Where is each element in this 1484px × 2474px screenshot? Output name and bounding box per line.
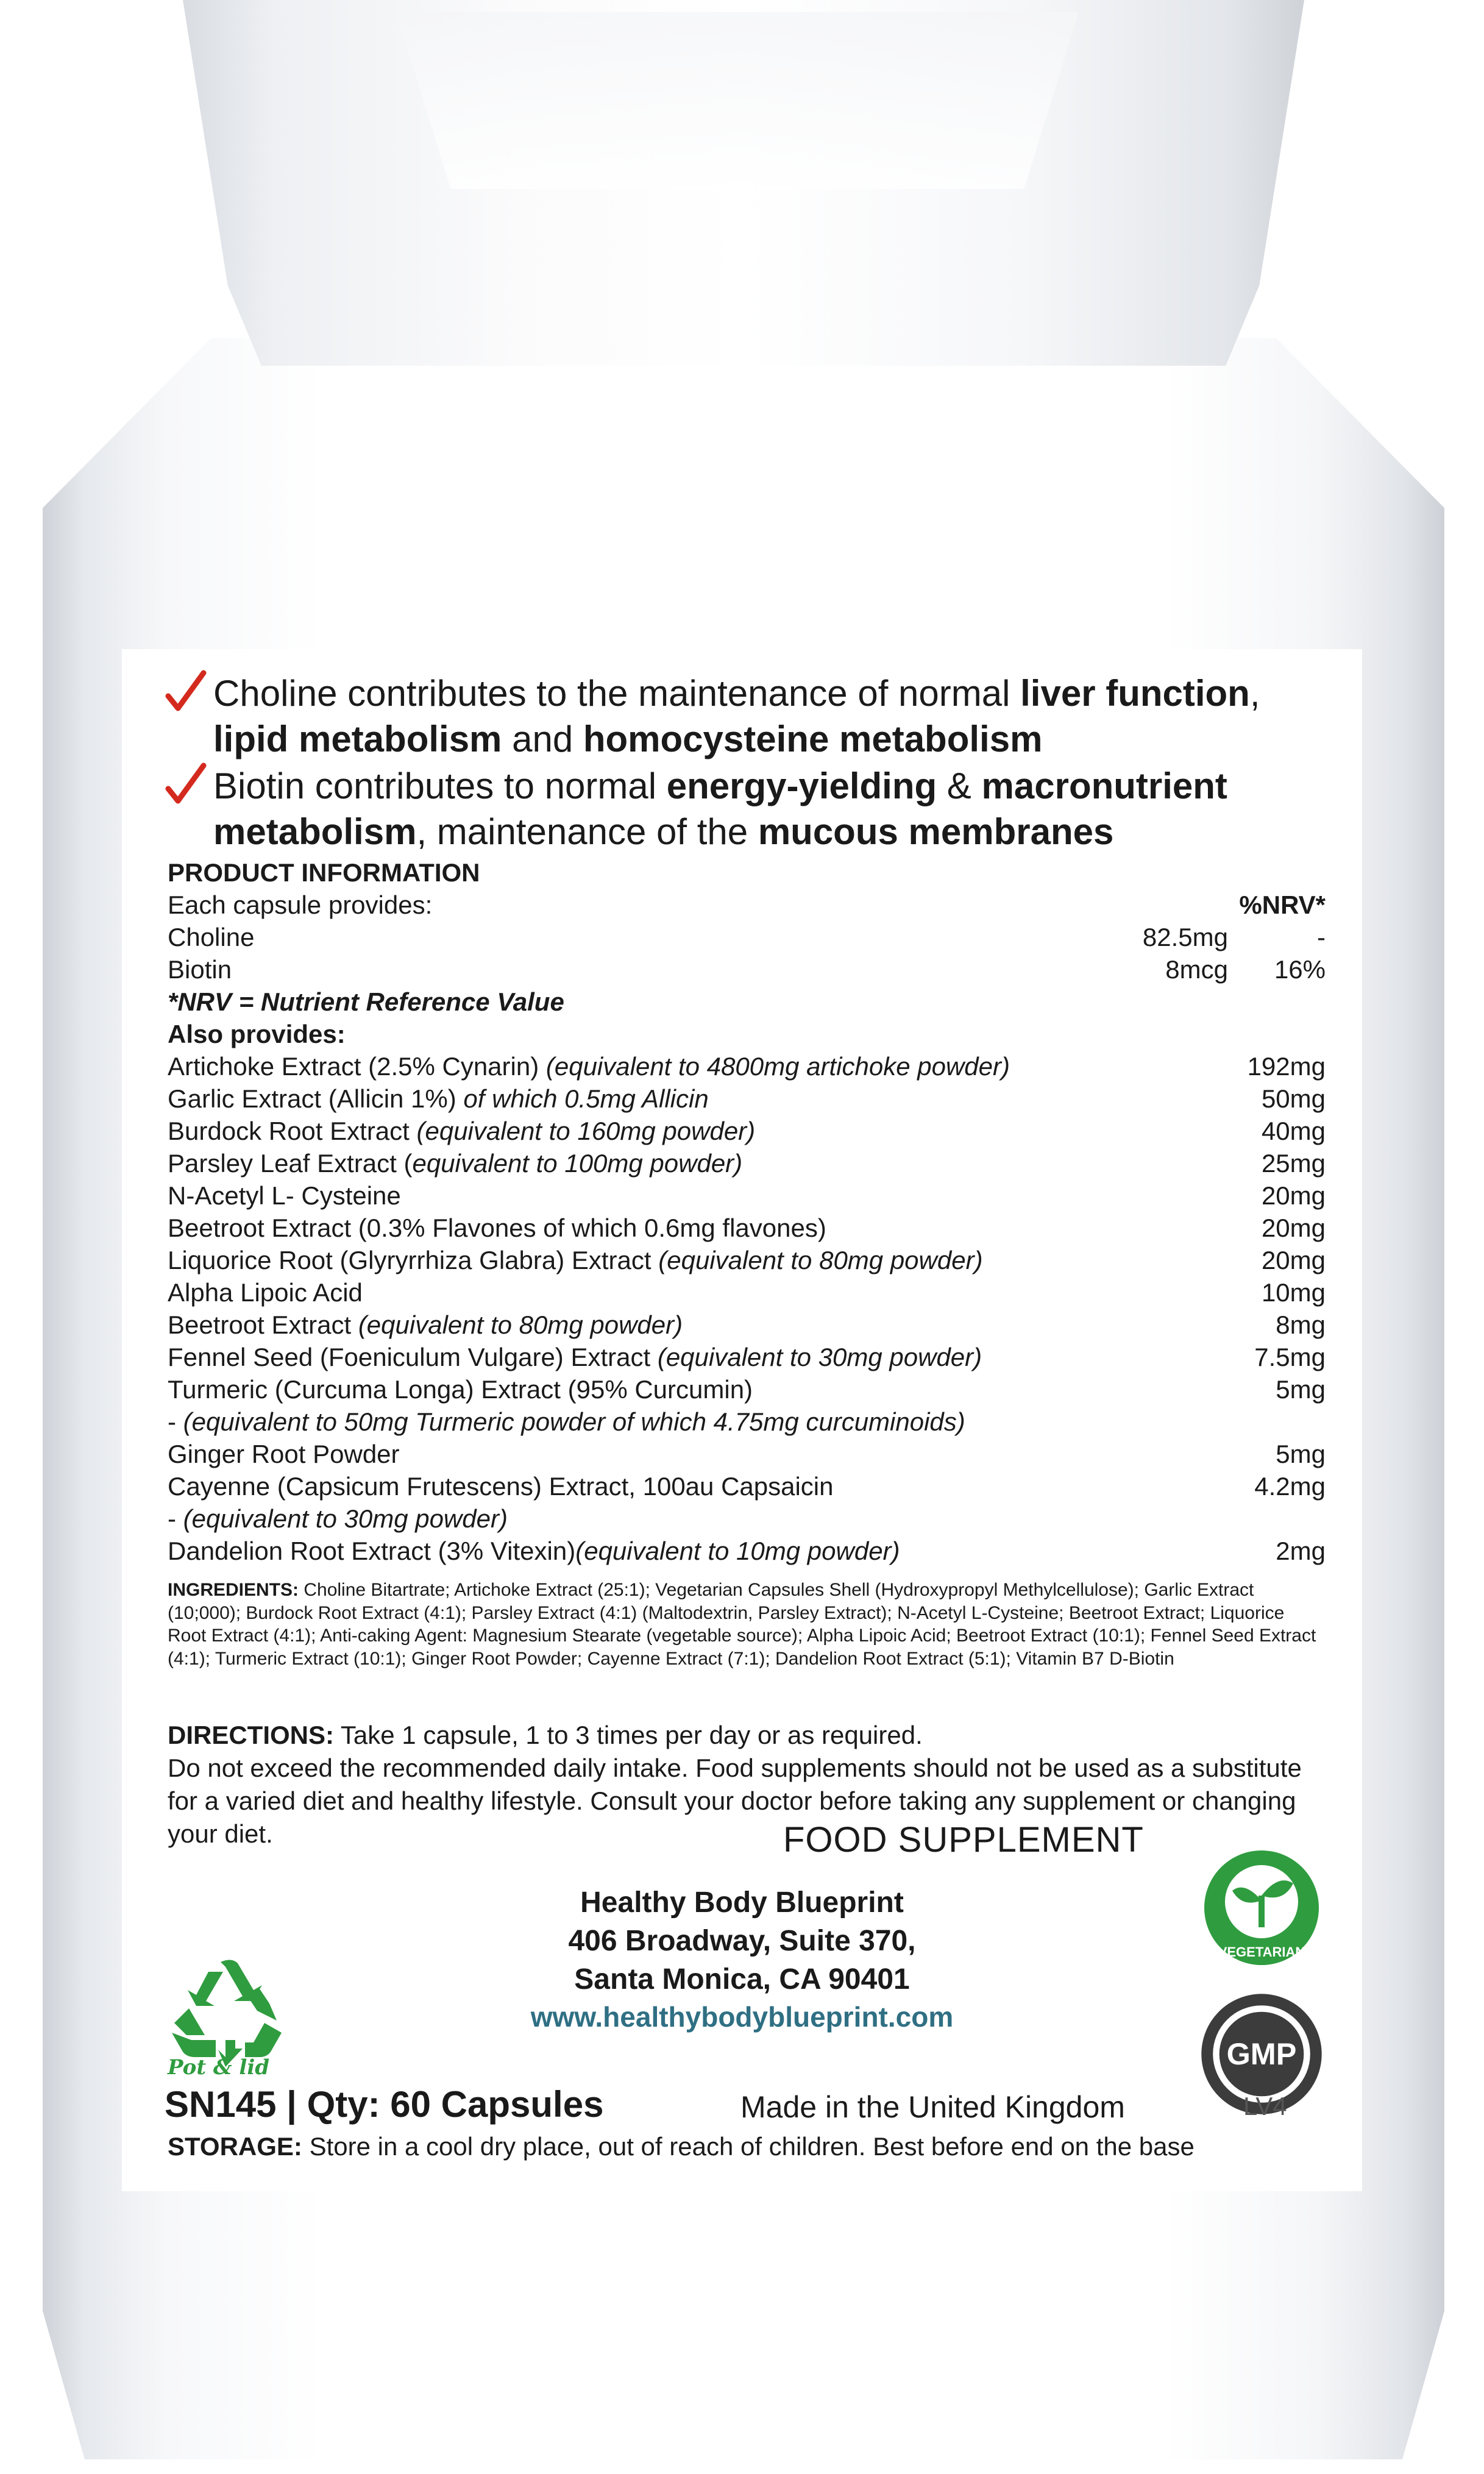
ingredient-row: Artichoke Extract (2.5% Cynarin) (equivalent to 4800mg artichoke powder) 192mg: [168, 1052, 1326, 1081]
claim-text-bold: macronutrient: [981, 766, 1227, 806]
nutrient-row: [168, 921, 1326, 953]
ingredient-row: Turmeric (Curcuma Longa) Extract (95% Curcumin) 5mg: [168, 1375, 1326, 1404]
gmp-badge-text: GMP: [1226, 2036, 1297, 2071]
storage-label: STORAGE:: [168, 2132, 302, 2161]
ingredient-row: - (equivalent to 50mg Turmeric powder of which 4.75mg curcuminoids): [168, 1407, 965, 1436]
claim-text: Biotin contributes to normal: [213, 766, 667, 806]
ingredient-row: Beetroot Extract (0.3% Flavones of which 0.6mg flavones) 20mg: [168, 1214, 1326, 1242]
ingredient-row: - (equivalent to 30mg powder): [168, 1504, 508, 1533]
ingredient-row: Dandelion Root Extract (3% Vitexin)(equivalent to 10mg powder) 2mg: [168, 1537, 1326, 1565]
lid-top-face: [396, 12, 1079, 189]
nutrient-nrv: 16%: [1274, 955, 1326, 984]
ingredient-row: N-Acetyl L- Cysteine 20mg: [168, 1181, 1326, 1210]
claim-text: &: [937, 766, 982, 806]
product-information: [168, 856, 1326, 1567]
sn-quantity: SN145 | Qty: 60 Capsules: [165, 2084, 604, 2125]
ingredient-row: Fennel Seed (Foeniculum Vulgare) Extract (equivalent to 30mg powder) 7.5mg: [168, 1343, 1326, 1371]
ingredient-row: Garlic Extract (Allicin 1%) of which 0.5mg Allicin 50mg: [168, 1084, 1326, 1113]
label-version: LV4: [1243, 2092, 1287, 2120]
claim-biotin: [165, 763, 1359, 855]
ingredient-row: Alpha Lipoic Acid 10mg: [168, 1278, 1326, 1307]
each-capsule-provides: Each capsule provides:: [168, 890, 433, 919]
claim-text: , maintenance of the: [416, 811, 758, 852]
ingredients-label: INGREDIENTS:: [168, 1580, 299, 1600]
vegetarian-badge-text: VEGETARIAN: [1218, 1944, 1305, 1960]
nutrient-amount: 82.5mg: [1142, 923, 1228, 951]
recycle-caption: Pot & lid: [168, 2055, 270, 2080]
nrv-column-header: %NRV*: [1239, 890, 1326, 919]
claim-choline: [165, 670, 1359, 762]
claim-text-bold: lipid metabolism: [213, 719, 502, 759]
claim-text: and: [502, 719, 583, 759]
ingredient-row: Cayenne (Capsicum Frutescens) Extract, 100au Capsaicin 4.2mg: [168, 1472, 1326, 1501]
health-claims: [165, 670, 1359, 856]
nutrient-nrv: -: [1317, 923, 1326, 951]
nrv-note: *NRV = Nutrient Reference Value: [168, 987, 564, 1016]
ingredient-row: Burdock Root Extract (equivalent to 160mg powder) 40mg: [168, 1117, 1326, 1145]
also-provides-list: [168, 1050, 1326, 1567]
nutrient-row: [168, 953, 1326, 986]
storage-text: Store in a cool dry place, out of reach of children. Best before end on the base: [302, 2132, 1195, 2161]
ingredients-list: Choline Bitartrate; Artichoke Extract (25:1); Vegetarian Capsules Shell (Hydroxypropyl Methylcellulose); Garlic Extract (10;000); Burdock Root Extract (4:1); Parsley Extract (4:1) (Maltodextrin, Parsley Extract); N-Acetyl L-Cysteine; Beetroot Extract; Liquorice Root Extract (4:1); Anti-caking Agent: Magnesium Stearate (vegetable source); Alpha Lipoic Acid; Beetroot Extract (10:1); Fennel Seed Extract (4:1); Turmeric Extract (10:1); Ginger Root Powder; Cayenne Extract (7:1); Dandelion Root Extract (5:1); Vitamin B7 D-Biotin: [168, 1580, 1316, 1669]
product-info-heading: PRODUCT INFORMATION: [168, 858, 480, 887]
claim-text-bold: liver function: [1020, 673, 1250, 714]
made-in: Made in the United Kingdom: [740, 2090, 1125, 2124]
claim-text: Choline contributes to the maintenance of normal: [213, 673, 1021, 714]
checkmark-icon: [165, 761, 207, 809]
ingredients-text: [168, 1579, 1326, 1670]
nutrient-name: Biotin: [168, 955, 232, 984]
directions: [168, 1719, 1326, 1850]
storage-line: [168, 2132, 1326, 2161]
ingredient-row: Beetroot Extract (equivalent to 80mg powder) 8mg: [168, 1310, 1326, 1339]
company-address-line1: 406 Broadway, Suite 370,: [568, 1925, 916, 1957]
nutrient-amount: 8mcg: [1165, 955, 1228, 984]
claim-text-bold: homocysteine metabolism: [583, 719, 1043, 759]
claim-text-bold: mucous membranes: [758, 811, 1114, 852]
vegetarian-badge-icon: [1201, 1847, 1322, 1969]
company-name: Healthy Body Blueprint: [580, 1886, 904, 1919]
claim-text: ,: [1249, 673, 1260, 714]
ingredient-row: Parsley Leaf Extract (equivalent to 100mg powder) 25mg: [168, 1149, 1326, 1178]
checkmark-icon: [165, 668, 207, 717]
company-address-line2: Santa Monica, CA 90401: [574, 1963, 910, 1996]
ingredient-row: Ginger Root Powder 5mg: [168, 1440, 1326, 1468]
also-provides-heading: Also provides:: [168, 1020, 346, 1048]
ingredient-row: Liquorice Root (Glyryrrhiza Glabra) Extract (equivalent to 80mg powder) 20mg: [168, 1246, 1326, 1274]
directions-label: DIRECTIONS:: [168, 1721, 334, 1749]
nutrient-name: Choline: [168, 923, 255, 951]
claim-text-bold: energy-yielding: [666, 766, 937, 806]
nrv-header-row: [168, 889, 1326, 921]
food-supplement-title: FOOD SUPPLEMENT: [783, 1820, 1144, 1860]
company-website: www.healthybodyblueprint.com: [530, 2001, 954, 2033]
claim-text-bold: metabolism: [213, 811, 417, 852]
directions-warning: Do not exceed the recommended daily intake. Food supplements should not be used as a substitute for a varied diet and healthy lifestyle. Consult your doctor before taking any supplement or changing your diet.: [168, 1754, 1302, 1848]
directions-text: Take 1 capsule, 1 to 3 times per day or as required.: [334, 1721, 923, 1749]
